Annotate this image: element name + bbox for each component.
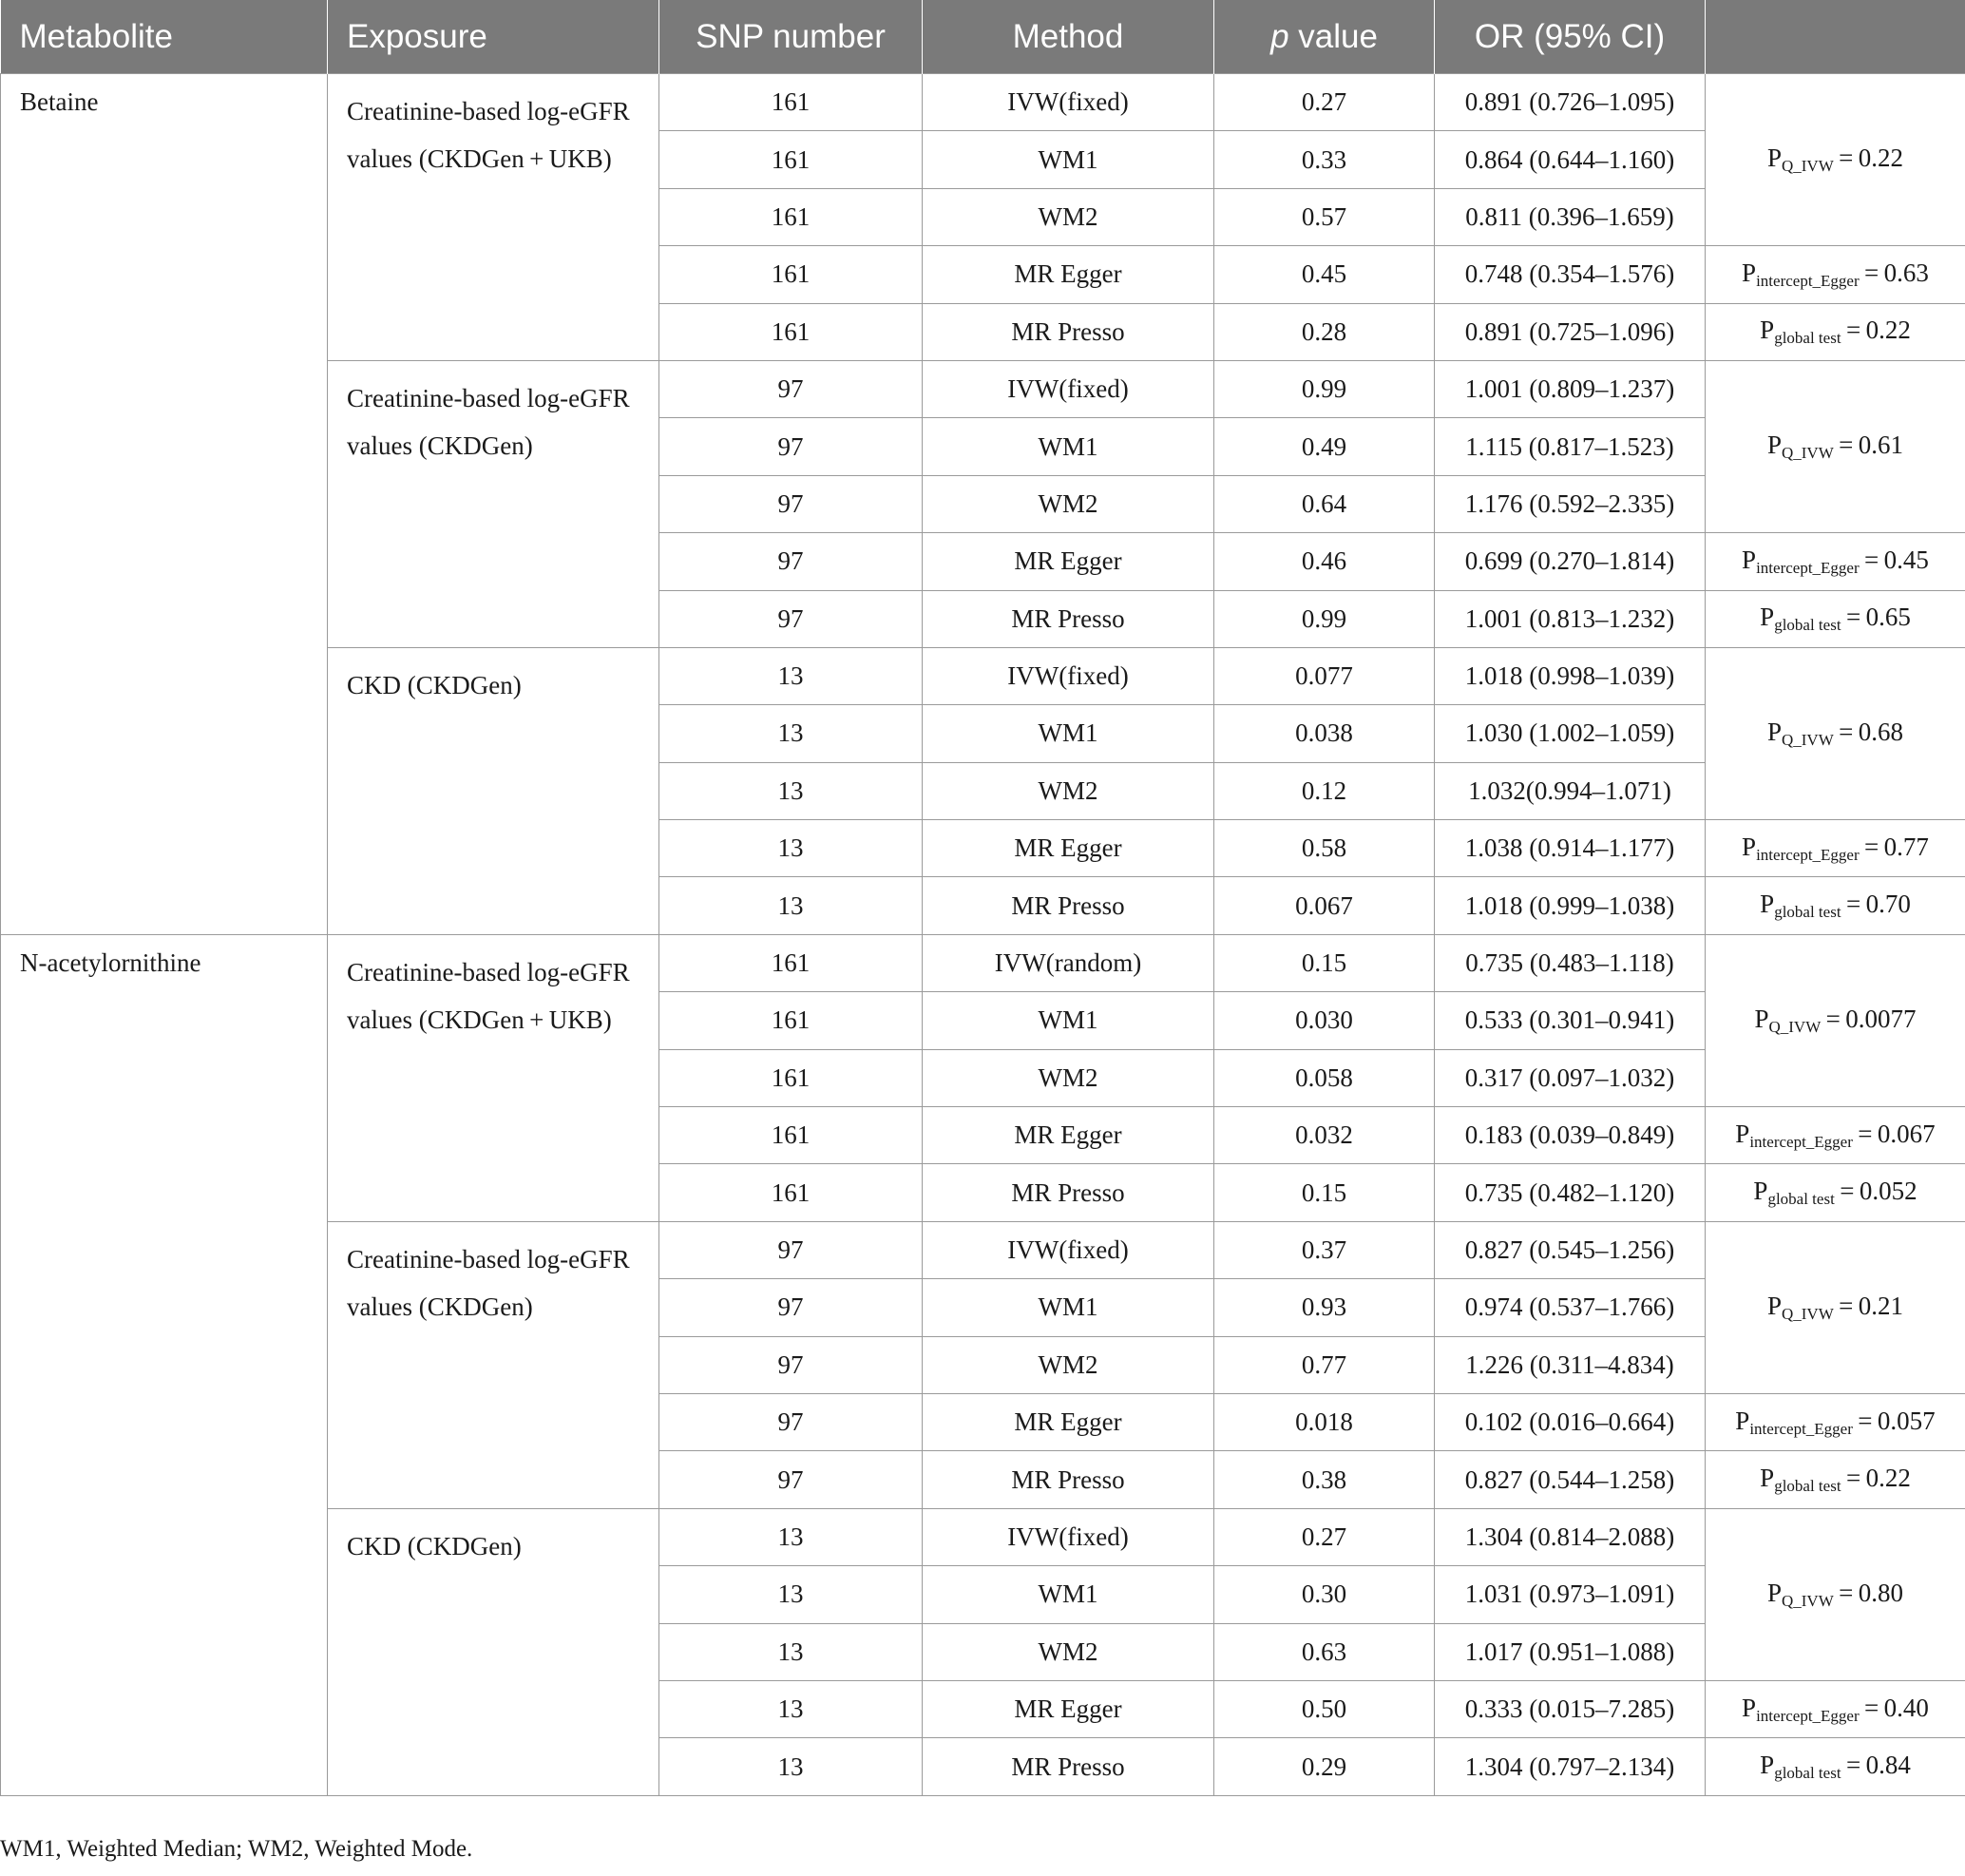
test-stat-value: = 0.052 (1834, 1177, 1917, 1206)
p-value-cell: 0.15 (1214, 1164, 1435, 1221)
p-value-cell: 0.99 (1214, 590, 1435, 647)
test-stat-cell (1706, 1738, 1965, 1795)
test-stat-symbol: P (1742, 832, 1757, 861)
exposure-cell: Creatinine-based log-eGFR values (CKDGen + UKB) (328, 74, 659, 361)
test-stat-subscript: intercept_Egger (1749, 1419, 1853, 1438)
or-ci-cell: 1.115 (0.817–1.523) (1435, 418, 1706, 475)
p-value-cell: 0.58 (1214, 820, 1435, 877)
header-method: Method (923, 0, 1214, 74)
test-stat-symbol: P (1742, 258, 1757, 287)
method-cell: IVW(fixed) (923, 1508, 1214, 1565)
test-stat-subscript: Q_IVW (1781, 1304, 1834, 1323)
test-stat-symbol: P (1753, 1177, 1768, 1206)
or-ci-cell: 0.333 (0.015–7.285) (1435, 1680, 1706, 1737)
test-stat-subscript: global test (1767, 1190, 1835, 1209)
test-stat-subscript: global test (1774, 1477, 1841, 1496)
test-stat-value: = 0.21 (1833, 1291, 1904, 1320)
p-value-cell: 0.93 (1214, 1279, 1435, 1336)
test-stat-subscript: intercept_Egger (1749, 1132, 1853, 1151)
header-metabolite: Metabolite (1, 0, 328, 74)
p-value-cell: 0.27 (1214, 1508, 1435, 1565)
p-value-cell: 0.57 (1214, 188, 1435, 245)
exposure-cell: Creatinine-based log-eGFR values (CKDGen) (328, 1221, 659, 1508)
or-ci-cell: 0.102 (0.016–0.664) (1435, 1393, 1706, 1450)
method-cell: MR Egger (923, 1107, 1214, 1164)
test-stat-value: = 0.84 (1841, 1751, 1911, 1780)
test-stat-symbol: P (1766, 1578, 1782, 1607)
snp-number-cell: 97 (659, 1221, 923, 1278)
or-ci-cell: 0.827 (0.544–1.258) (1435, 1451, 1706, 1508)
method-cell: WM2 (923, 1623, 1214, 1680)
snp-number-cell: 161 (659, 1164, 923, 1221)
test-stat-symbol: P (1766, 144, 1782, 173)
snp-number-cell: 97 (659, 1279, 923, 1336)
method-cell: WM2 (923, 762, 1214, 819)
test-stat-symbol: P (1754, 1004, 1769, 1033)
snp-number-cell: 97 (659, 418, 923, 475)
test-stat-subscript: intercept_Egger (1756, 1706, 1860, 1725)
exposure-cell: CKD (CKDGen) (328, 1508, 659, 1795)
method-cell: IVW(fixed) (923, 360, 1214, 417)
test-stat-symbol: P (1760, 1751, 1775, 1780)
p-value-cell: 0.77 (1214, 1336, 1435, 1393)
test-stat-cell (1706, 303, 1965, 360)
exposure-cell: Creatinine-based log-eGFR values (CKDGen) (328, 360, 659, 647)
snp-number-cell: 97 (659, 475, 923, 532)
test-stat-cell (1706, 1680, 1965, 1737)
or-ci-cell: 1.304 (0.814–2.088) (1435, 1508, 1706, 1565)
test-stat-symbol: P (1766, 717, 1782, 746)
p-value-cell: 0.29 (1214, 1738, 1435, 1795)
or-ci-cell: 1.001 (0.809–1.237) (1435, 360, 1706, 417)
p-value-cell: 0.33 (1214, 131, 1435, 188)
test-stat-symbol: P (1760, 316, 1775, 345)
header-or-ci: OR (95% CI) (1435, 0, 1706, 74)
test-stat-subscript: Q_IVW (1781, 444, 1834, 463)
or-ci-cell: 0.864 (0.644–1.160) (1435, 131, 1706, 188)
snp-number-cell: 13 (659, 877, 923, 934)
or-ci-cell: 1.030 (1.002–1.059) (1435, 705, 1706, 762)
snp-number-cell: 13 (659, 1508, 923, 1565)
method-cell: WM1 (923, 1566, 1214, 1623)
snp-number-cell: 161 (659, 303, 923, 360)
test-stat-symbol: P (1760, 1464, 1775, 1493)
test-stat-subscript: Q_IVW (1781, 1591, 1834, 1610)
header-p-rest: value (1288, 17, 1378, 55)
test-stat-subscript: global test (1774, 616, 1841, 635)
test-stat-value: = 0.65 (1841, 603, 1911, 632)
method-cell: MR Presso (923, 303, 1214, 360)
test-stat-value: = 0.70 (1841, 890, 1911, 919)
p-value-cell: 0.46 (1214, 533, 1435, 590)
test-stat-subscript: intercept_Egger (1756, 558, 1860, 577)
test-stat-symbol: P (1760, 890, 1775, 919)
method-cell: MR Egger (923, 1680, 1214, 1737)
or-ci-cell: 0.891 (0.725–1.096) (1435, 303, 1706, 360)
p-value-cell: 0.067 (1214, 877, 1435, 934)
or-ci-cell: 0.183 (0.039–0.849) (1435, 1107, 1706, 1164)
snp-number-cell: 161 (659, 992, 923, 1049)
test-stat-value: = 0.45 (1859, 545, 1929, 574)
header-exposure: Exposure (328, 0, 659, 74)
method-cell: WM1 (923, 992, 1214, 1049)
or-ci-cell: 1.176 (0.592–2.335) (1435, 475, 1706, 532)
or-ci-cell: 0.533 (0.301–0.941) (1435, 992, 1706, 1049)
snp-number-cell: 161 (659, 934, 923, 991)
snp-number-cell: 13 (659, 705, 923, 762)
test-stat-subscript: Q_IVW (1781, 157, 1834, 176)
p-value-cell: 0.12 (1214, 762, 1435, 819)
p-value-cell: 0.077 (1214, 647, 1435, 704)
snp-number-cell: 13 (659, 1680, 923, 1737)
method-cell: WM1 (923, 418, 1214, 475)
test-stat-cell (1706, 1393, 1965, 1450)
test-stat-cell (1706, 590, 1965, 647)
snp-number-cell: 97 (659, 533, 923, 590)
test-stat-symbol: P (1735, 1406, 1750, 1435)
snp-number-cell: 13 (659, 762, 923, 819)
p-value-cell: 0.018 (1214, 1393, 1435, 1450)
or-ci-cell: 0.811 (0.396–1.659) (1435, 188, 1706, 245)
or-ci-cell: 0.748 (0.354–1.576) (1435, 246, 1706, 303)
snp-number-cell: 97 (659, 1393, 923, 1450)
test-stat-subscript: global test (1774, 329, 1841, 348)
method-cell: WM2 (923, 1336, 1214, 1393)
p-value-cell: 0.28 (1214, 303, 1435, 360)
method-cell: MR Presso (923, 1738, 1214, 1795)
test-stat-symbol: P (1742, 1693, 1757, 1722)
or-ci-cell: 1.304 (0.797–2.134) (1435, 1738, 1706, 1795)
exposure-cell: CKD (CKDGen) (328, 647, 659, 934)
or-ci-cell: 1.031 (0.973–1.091) (1435, 1566, 1706, 1623)
or-ci-cell: 1.018 (0.999–1.038) (1435, 877, 1706, 934)
header-p-italic: p (1270, 17, 1289, 55)
p-value-cell: 0.032 (1214, 1107, 1435, 1164)
test-stat-cell (1706, 1107, 1965, 1164)
header-p-value (1214, 0, 1435, 74)
method-cell: MR Presso (923, 590, 1214, 647)
snp-number-cell: 13 (659, 1566, 923, 1623)
test-stat-cell (1706, 1451, 1965, 1508)
test-stat-symbol: P (1766, 1291, 1782, 1320)
method-cell: IVW(fixed) (923, 1221, 1214, 1278)
test-stat-value: = 0.80 (1833, 1578, 1904, 1607)
snp-number-cell: 161 (659, 1049, 923, 1106)
or-ci-cell: 1.226 (0.311–4.834) (1435, 1336, 1706, 1393)
snp-number-cell: 161 (659, 246, 923, 303)
p-value-cell: 0.63 (1214, 1623, 1435, 1680)
or-ci-cell: 0.735 (0.483–1.118) (1435, 934, 1706, 991)
method-cell: MR Presso (923, 877, 1214, 934)
snp-number-cell: 161 (659, 131, 923, 188)
test-stat-value: = 0.057 (1852, 1406, 1936, 1435)
test-stat-cell (1706, 246, 1965, 303)
p-value-cell: 0.038 (1214, 705, 1435, 762)
snp-number-cell: 13 (659, 820, 923, 877)
or-ci-cell: 1.018 (0.998–1.039) (1435, 647, 1706, 704)
snp-number-cell: 161 (659, 1107, 923, 1164)
snp-number-cell: 13 (659, 1738, 923, 1795)
test-stat-value: = 0.22 (1833, 144, 1904, 173)
p-value-cell: 0.64 (1214, 475, 1435, 532)
p-value-cell: 0.45 (1214, 246, 1435, 303)
or-ci-cell: 1.038 (0.914–1.177) (1435, 820, 1706, 877)
snp-number-cell: 13 (659, 1623, 923, 1680)
test-stat-cell (1706, 360, 1965, 532)
p-value-cell: 0.058 (1214, 1049, 1435, 1106)
test-stat-value: = 0.68 (1833, 717, 1904, 746)
snp-number-cell: 97 (659, 590, 923, 647)
or-ci-cell: 1.017 (0.951–1.088) (1435, 1623, 1706, 1680)
method-cell: WM1 (923, 131, 1214, 188)
snp-number-cell: 97 (659, 1336, 923, 1393)
p-value-cell: 0.30 (1214, 1566, 1435, 1623)
method-cell: MR Presso (923, 1451, 1214, 1508)
or-ci-cell: 0.735 (0.482–1.120) (1435, 1164, 1706, 1221)
method-cell: WM2 (923, 1049, 1214, 1106)
test-stat-symbol: P (1760, 603, 1775, 632)
metabolite-cell: Betaine (1, 74, 328, 935)
test-stat-value: = 0.61 (1833, 431, 1904, 460)
test-stat-cell (1706, 820, 1965, 877)
header-heterogeneity (1706, 0, 1965, 74)
test-stat-value: = 0.22 (1841, 1464, 1911, 1493)
or-ci-cell: 1.001 (0.813–1.232) (1435, 590, 1706, 647)
test-stat-cell (1706, 877, 1965, 934)
header-row (1, 0, 1965, 74)
test-stat-subscript: Q_IVW (1768, 1017, 1822, 1036)
p-value-cell: 0.38 (1214, 1451, 1435, 1508)
p-value-cell: 0.27 (1214, 74, 1435, 131)
or-ci-cell: 0.699 (0.270–1.814) (1435, 533, 1706, 590)
method-cell: MR Egger (923, 820, 1214, 877)
table-row (1, 74, 1965, 131)
test-stat-value: = 0.77 (1859, 832, 1929, 861)
test-stat-value: = 0.63 (1859, 258, 1929, 287)
test-stat-subscript: intercept_Egger (1756, 271, 1860, 290)
p-value-cell: 0.15 (1214, 934, 1435, 991)
table-header (1, 0, 1965, 74)
p-value-cell: 0.37 (1214, 1221, 1435, 1278)
p-value-cell: 0.49 (1214, 418, 1435, 475)
metabolite-cell: N-acetylornithine (1, 934, 328, 1795)
test-stat-cell (1706, 1508, 1965, 1680)
method-cell: MR Egger (923, 1393, 1214, 1450)
test-stat-cell (1706, 533, 1965, 590)
snp-number-cell: 13 (659, 647, 923, 704)
method-cell: IVW(fixed) (923, 74, 1214, 131)
table-body (1, 74, 1965, 1796)
test-stat-cell (1706, 934, 1965, 1106)
method-cell: WM2 (923, 188, 1214, 245)
test-stat-cell (1706, 1221, 1965, 1393)
test-stat-subscript: global test (1774, 1764, 1841, 1783)
test-stat-value: = 0.40 (1859, 1693, 1929, 1722)
snp-number-cell: 97 (659, 1451, 923, 1508)
method-cell: MR Egger (923, 246, 1214, 303)
method-cell: IVW(random) (923, 934, 1214, 991)
p-value-cell: 0.50 (1214, 1680, 1435, 1737)
or-ci-cell: 0.827 (0.545–1.256) (1435, 1221, 1706, 1278)
test-stat-cell (1706, 1164, 1965, 1221)
test-stat-symbol: P (1735, 1119, 1750, 1148)
snp-number-cell: 161 (659, 188, 923, 245)
method-cell: WM2 (923, 475, 1214, 532)
p-value-cell: 0.99 (1214, 360, 1435, 417)
method-cell: MR Presso (923, 1164, 1214, 1221)
test-stat-subscript: Q_IVW (1781, 730, 1834, 749)
header-snp-number: SNP number (659, 0, 923, 74)
snp-number-cell: 97 (659, 360, 923, 417)
or-ci-cell: 0.974 (0.537–1.766) (1435, 1279, 1706, 1336)
test-stat-cell (1706, 647, 1965, 819)
table-row (1, 934, 1965, 991)
test-stat-cell (1706, 74, 1965, 246)
method-cell: WM1 (923, 705, 1214, 762)
method-cell: IVW(fixed) (923, 647, 1214, 704)
table-footnote: WM1, Weighted Median; WM2, Weighted Mode. (0, 1836, 473, 1862)
test-stat-symbol: P (1766, 431, 1782, 460)
test-stat-value: = 0.22 (1841, 316, 1911, 345)
method-cell: MR Egger (923, 533, 1214, 590)
snp-number-cell: 161 (659, 74, 923, 131)
exposure-cell: Creatinine-based log-eGFR values (CKDGen + UKB) (328, 934, 659, 1221)
test-stat-value: = 0.0077 (1821, 1004, 1917, 1033)
test-stat-subscript: global test (1774, 903, 1841, 922)
or-ci-cell: 1.032(0.994–1.071) (1435, 762, 1706, 819)
p-value-cell: 0.030 (1214, 992, 1435, 1049)
or-ci-cell: 0.317 (0.097–1.032) (1435, 1049, 1706, 1106)
test-stat-symbol: P (1742, 545, 1757, 574)
method-cell: WM1 (923, 1279, 1214, 1336)
test-stat-subscript: intercept_Egger (1756, 845, 1860, 864)
or-ci-cell: 0.891 (0.726–1.095) (1435, 74, 1706, 131)
test-stat-value: = 0.067 (1852, 1119, 1936, 1148)
